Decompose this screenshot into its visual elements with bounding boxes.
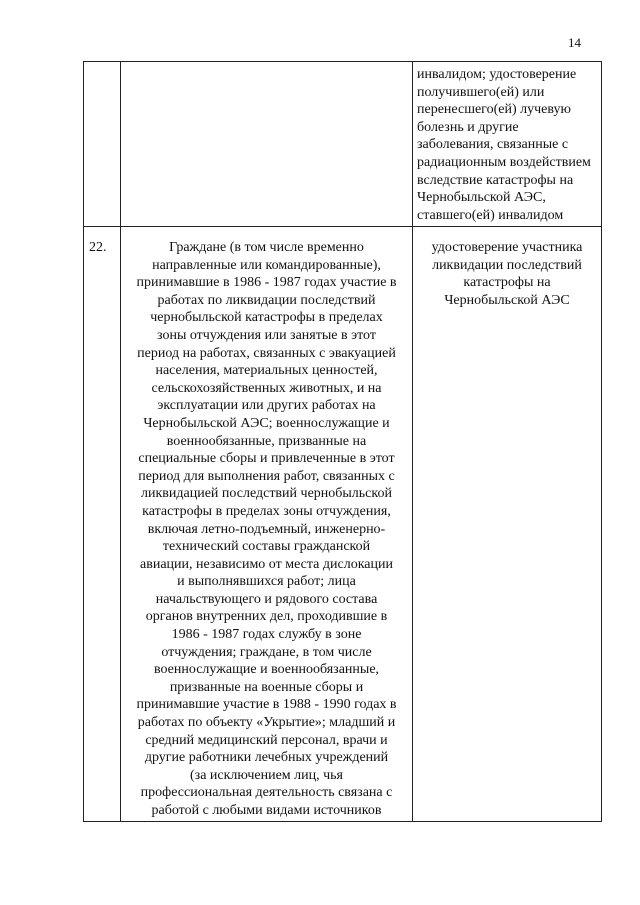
- text-line: радиационным воздействием: [417, 154, 591, 170]
- text-line: работой с любыми видами источников: [151, 803, 382, 818]
- row-number: 22.: [89, 240, 107, 255]
- row-number: [84, 62, 120, 74]
- text-line: профессиональная деятельность связана с: [140, 785, 393, 801]
- text-line: населения, материальных ценностей,: [155, 363, 378, 379]
- description-cell: [121, 227, 413, 822]
- text-line: катастрофы в пределах зоны отчуждения,: [142, 503, 391, 519]
- text-line: 1986 - 1987 годах службу в зоне: [171, 627, 362, 643]
- text-line: включая летно-подъемный, инженерно-: [147, 521, 386, 537]
- page-number: 14: [568, 35, 581, 50]
- text-line: работах по объекту «Укрытие»; младший и: [137, 715, 396, 731]
- row-description: [121, 227, 412, 820]
- row-number-cell: [84, 62, 121, 227]
- text-line: Чернобыльской АЭС; военнослужащие и: [143, 415, 390, 431]
- text-line: принимавшие в 1986 - 1987 годах участие в: [136, 275, 397, 291]
- document-cell: [413, 62, 602, 227]
- text-line: заболевания, связанные с: [417, 137, 569, 153]
- text-line: военнообязанные, призванные на: [166, 433, 367, 449]
- text-line: ликвидацией последствий чернобыльской: [141, 486, 392, 502]
- text-line: инвалидом; удостоверение: [417, 67, 577, 82]
- text-line: катастрофы на: [463, 275, 551, 291]
- text-line: перенесшего(ей) лучевую: [417, 102, 571, 118]
- text-line: чернобыльской катастрофы в пределах: [150, 310, 383, 326]
- text-line: направленные или командированные),: [152, 257, 381, 273]
- text-line: период для выполнения работ, связанных с: [138, 468, 395, 484]
- text-line: военнослужащие и военнообязанные,: [153, 662, 380, 678]
- text-line: зоны отчуждения или занятые в этот: [157, 327, 376, 343]
- text-line: органов внутренних дел, проходившие в: [145, 609, 388, 625]
- text-line: ставшего(ей) инвалидом: [417, 207, 564, 223]
- text-line: Граждане (в том числе временно: [169, 240, 364, 255]
- row-description: [121, 62, 412, 74]
- text-line: работах по ликвидации последствий: [157, 292, 376, 308]
- text-line: вследствие катастрофы на: [417, 172, 574, 188]
- text-line: Чернобыльской АЭС: [444, 292, 570, 308]
- table-row: [84, 62, 602, 227]
- description-cell: [121, 62, 413, 227]
- table-row: [84, 227, 602, 822]
- document-text: [413, 62, 601, 224]
- document-text: [413, 227, 601, 309]
- text-line: отчуждения; граждане, в том числе: [161, 644, 372, 660]
- text-line: и выполнявшихся работ; лица: [177, 574, 356, 590]
- text-line: специальные сборы и привлеченные в этот: [138, 451, 395, 467]
- text-line: ликвидации последствий: [432, 257, 582, 273]
- text-line: Чернобыльской АЭС,: [417, 190, 546, 206]
- text-line: (за исключением лиц, чья: [190, 767, 343, 783]
- benefits-table: [83, 61, 602, 822]
- text-line: начальствующего и рядового состава: [155, 591, 378, 607]
- text-line: авиации, независимо от места дислокации: [140, 556, 393, 572]
- text-line: сельскохозяйственных животных, и на: [151, 380, 382, 396]
- text-line: принимавшие участие в 1988 - 1990 годах в: [136, 697, 397, 713]
- text-line: удостоверение участника: [431, 240, 583, 255]
- text-line: болезнь и другие: [417, 119, 519, 135]
- text-line: период на работах, связанных с эвакуацией: [137, 345, 396, 361]
- text-line: другие работники лечебных учреждений: [144, 750, 389, 766]
- document-cell: [413, 227, 602, 822]
- text-line: средний медицинский персонал, врачи и: [145, 732, 388, 748]
- text-line: технический составы гражданской: [162, 539, 371, 555]
- text-line: эксплуатации или других работах на: [157, 398, 376, 414]
- text-line: получившего(ей) или: [417, 84, 545, 100]
- row-number-cell: [84, 227, 121, 822]
- text-line: призванные на военные сборы и: [169, 679, 364, 695]
